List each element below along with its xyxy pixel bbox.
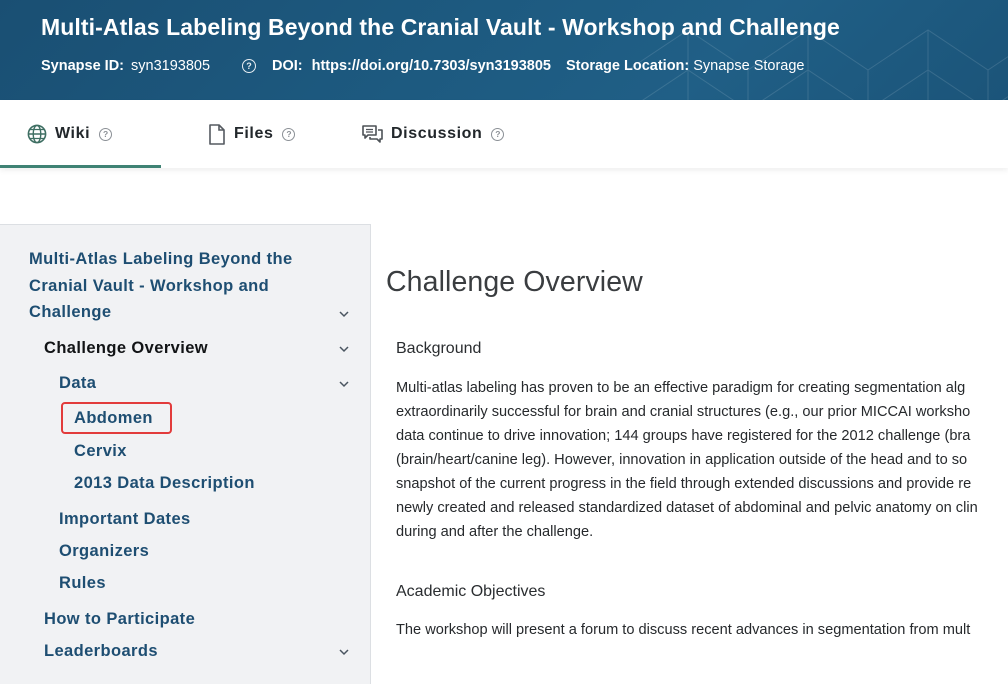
chevron-down-icon[interactable] — [339, 647, 349, 657]
background-line: newly created and released standardized dataset of abdominal and pelvic anatomy on clin — [396, 500, 978, 516]
objectives-paragraph — [396, 618, 970, 642]
sidebar-item-organizers[interactable]: Organizers — [59, 542, 150, 560]
sidebar-item-challenge-overview[interactable]: Challenge Overview — [44, 339, 209, 357]
chevron-down-icon[interactable] — [339, 344, 349, 354]
background-heading: Background — [396, 340, 482, 357]
tab-discussion[interactable] — [362, 100, 504, 168]
background-paragraph — [396, 376, 978, 544]
sidebar-item-root[interactable] — [29, 246, 293, 326]
background-line: during and after the challenge. — [396, 524, 594, 540]
discussion-icon — [362, 125, 383, 144]
objectives-heading: Academic Objectives — [396, 583, 546, 600]
tab-files[interactable] — [208, 100, 295, 168]
tab-files-label: Files — [234, 125, 274, 142]
sidebar-item-data[interactable]: Data — [59, 374, 97, 392]
synapse-id-label: Synapse ID: — [41, 58, 124, 74]
wiki-help-icon[interactable]: ? — [99, 128, 112, 141]
tab-wiki[interactable] — [0, 100, 161, 168]
file-icon — [208, 124, 226, 145]
objectives-line: The workshop will present a forum to discuss recent advances in segmentation from mult — [396, 622, 971, 638]
sidebar-item-rules[interactable]: Rules — [59, 574, 106, 592]
doi-link[interactable]: https://doi.org/10.7303/syn3193805 — [311, 58, 551, 74]
sidebar-item-cervix[interactable]: Cervix — [74, 442, 127, 460]
storage-label: Storage Location: — [565, 58, 690, 74]
chevron-down-icon[interactable] — [339, 309, 349, 319]
sidebar-item-2013-data-description[interactable]: 2013 Data Description — [74, 474, 255, 492]
synapse-id-value: syn3193805 — [131, 58, 211, 74]
chevron-down-icon[interactable] — [339, 379, 349, 389]
tab-discussion-label: Discussion — [391, 125, 483, 142]
sidebar-item-how-to-participate[interactable]: How to Participate — [44, 610, 196, 628]
project-header — [0, 0, 1008, 100]
tab-wiki-label: Wiki — [55, 125, 91, 142]
background-line: extraordinarily successful for brain and cranial structures (e.g., our prior MICCAI worksho — [396, 404, 971, 420]
sidebar-item-important-dates[interactable]: Important Dates — [59, 510, 191, 528]
sidebar-item-abdomen[interactable]: Abdomen — [74, 409, 153, 427]
background-line: (brain/heart/canine leg). However, innovation in application outside of the head and to so — [396, 452, 968, 468]
sidebar-item-root-line3: Challenge — [29, 303, 112, 321]
background-line: snapshot of the current progress in the field through extended discussions and provide re — [396, 476, 972, 492]
globe-icon — [27, 124, 47, 144]
doi-label: DOI: — [272, 58, 303, 74]
storage-value: Synapse Storage — [693, 58, 805, 74]
background-line: Multi-atlas labeling has proven to be an effective paradigm for creating segmentation alg — [396, 380, 966, 396]
help-icon[interactable]: ? — [242, 59, 256, 73]
background-line: data continue to drive innovation; 144 groups have registered for the 2012 challenge (bra — [396, 428, 971, 444]
sidebar-item-root-line2: Cranial Vault - Workshop and — [29, 276, 270, 295]
sidebar-item-root-line1: Multi-Atlas Labeling Beyond the — [29, 250, 293, 268]
project-meta — [41, 58, 805, 74]
project-title: Multi-Atlas Labeling Beyond the Cranial Vault - Workshop and Challenge — [41, 14, 840, 40]
files-help-icon[interactable]: ? — [282, 128, 295, 141]
sidebar-item-leaderboards[interactable]: Leaderboards — [44, 642, 158, 660]
discussion-help-icon[interactable]: ? — [491, 128, 504, 141]
page-title: Challenge Overview — [386, 266, 643, 298]
tab-bar — [0, 100, 1008, 168]
